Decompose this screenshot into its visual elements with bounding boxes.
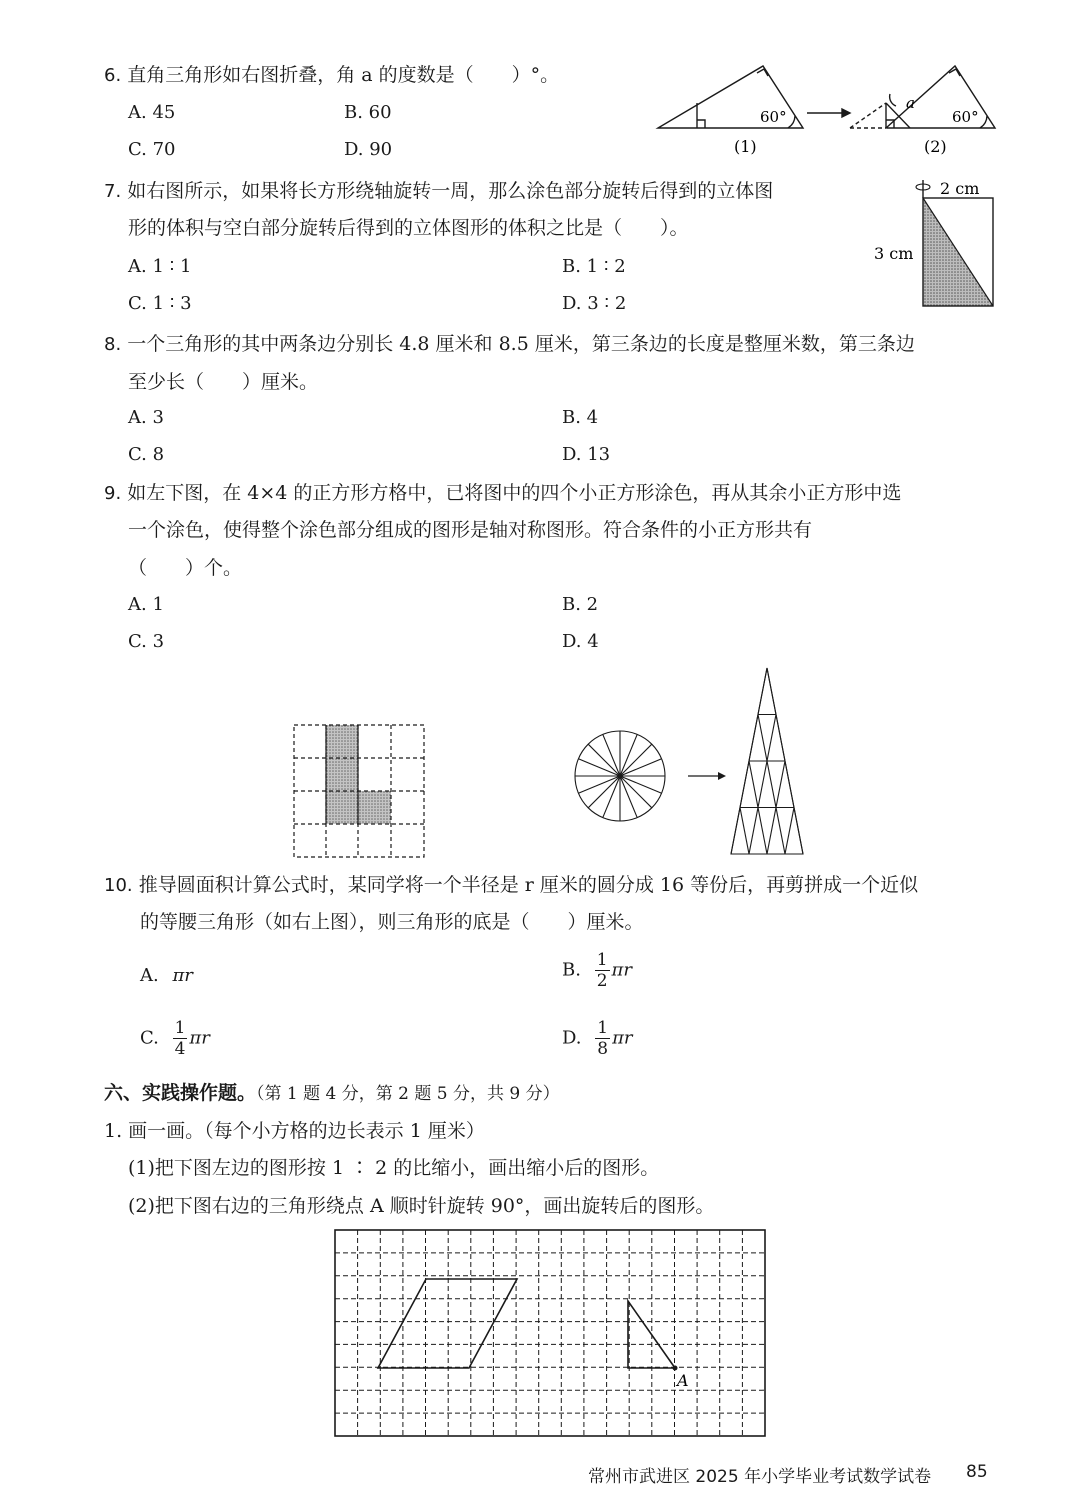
q7-figure xyxy=(870,172,1000,314)
q8-option-c: C. 8 xyxy=(128,444,165,465)
q10-figure xyxy=(570,664,810,860)
q7-option-a: A. 1 ∶ 1 xyxy=(128,256,192,277)
q10-number: 10. xyxy=(104,875,133,896)
q6-fig-label-2: (2) xyxy=(924,137,947,156)
q8-number: 8. xyxy=(104,334,122,355)
q7-option-b: B. 1 ∶ 2 xyxy=(562,256,626,277)
parallelogram-shape xyxy=(378,1279,517,1368)
q6-option-d: D. 90 xyxy=(344,139,393,160)
q10-option-b-tail: πr xyxy=(611,959,632,981)
q6-option-a: A. 45 xyxy=(128,102,176,123)
q10-option-b-numerator: 1 xyxy=(596,950,608,970)
q6-stem xyxy=(104,62,559,89)
q9-grid-figure xyxy=(290,722,430,858)
q10-option-b-label: B. xyxy=(562,959,581,981)
q10-option-c-tail: πr xyxy=(189,1027,210,1049)
point-a-marker xyxy=(673,1366,678,1371)
q6-option-b: B. 60 xyxy=(344,102,392,123)
point-a-label: A xyxy=(677,1371,689,1390)
q7-text-1: 如右图所示，如果将长方形绕轴旋转一周，那么涂色部分旋转后得到的立体图 xyxy=(127,180,774,202)
q7-text-2: 形的体积与空白部分旋转后得到的立体图形的体积之比是（ ）。 xyxy=(128,217,689,239)
q10-text-2: 的等腰三角形（如右上图），则三角形的底是（ ）厘米。 xyxy=(140,911,644,933)
q10-option-d-label: D. xyxy=(562,1027,582,1049)
q10-triangle xyxy=(731,668,803,854)
q10-option-a xyxy=(140,964,193,988)
q10-option-c-numerator: 1 xyxy=(174,1018,186,1038)
q10-option-c-denominator: 4 xyxy=(174,1039,186,1059)
q9-text-2: 一个涂色，使得整个涂色部分组成的图形是轴对称图形。符合条件的小正方形共有 xyxy=(128,519,813,541)
q10-option-a-value: πr xyxy=(172,965,193,986)
q6-figure xyxy=(650,56,1010,162)
q8-option-a: A. 3 xyxy=(128,407,164,428)
q8-text-1: 一个三角形的其中两条边分别长 4.8 厘米和 8.5 厘米，第三条边的长度是整厘米数，第三条边 xyxy=(127,333,915,355)
q10-option-b xyxy=(562,950,632,991)
section6-heading xyxy=(104,1080,560,1107)
drawing-grid xyxy=(330,1226,770,1440)
q10-option-d-denominator: 8 xyxy=(597,1039,609,1059)
q10-option-c-label: C. xyxy=(140,1027,159,1049)
q8-text-2: 至少长（ ）厘米。 xyxy=(128,371,319,393)
q6-number: 6. xyxy=(104,65,122,86)
q10-option-d-tail: πr xyxy=(612,1027,633,1049)
q7-width-label: 2 cm xyxy=(940,179,980,198)
q9-option-a: A. 1 xyxy=(128,594,164,615)
q6-fig-label-1: (1) xyxy=(734,137,757,156)
section6-title: 六、实践操作题。 xyxy=(104,1082,257,1104)
q10-option-c xyxy=(140,1018,210,1059)
q6-text: 直角三角形如右图折叠，角 a 的度数是（ ）°。 xyxy=(127,64,560,86)
q8-stem-line1 xyxy=(104,331,915,358)
q9-number: 9. xyxy=(104,483,122,504)
q7-option-d: D. 3 ∶ 2 xyxy=(562,293,627,314)
q9-text-1: 如左下图，在 4×4 的正方形方格中，已将图中的四个小正方形涂色，再从其余小正方形中选 xyxy=(127,482,902,504)
q10-option-a-label: A. xyxy=(140,965,159,986)
q9-option-b: B. 2 xyxy=(562,594,599,615)
q10-option-c-fraction xyxy=(173,1018,188,1059)
q10-option-d-numerator: 1 xyxy=(597,1018,609,1038)
section6-score: （第 1 题 4 分，第 2 题 5 分，共 9 分） xyxy=(256,1084,560,1104)
q10-circle xyxy=(575,731,665,821)
q10-text-1: 推导圆面积计算公式时，某同学将一个半径是 r 厘米的圆分成 16 等份后，再剪拼成一个近似 xyxy=(138,874,919,896)
q10-option-d-fraction xyxy=(595,1018,610,1059)
section6-p1a: (1)把下图左边的图形按 1 ∶ 2 的比缩小，画出缩小后的图形。 xyxy=(128,1157,660,1179)
page-number: 85 xyxy=(966,1462,988,1482)
q7-height-label: 3 cm xyxy=(874,244,914,263)
q7-stem-line1 xyxy=(104,178,773,205)
q7-number: 7. xyxy=(104,181,122,202)
q10-option-b-denominator: 2 xyxy=(596,971,608,991)
q9-stem-line1 xyxy=(104,480,901,507)
q6-angle-label-2: 60° xyxy=(952,108,979,126)
q8-option-b: B. 4 xyxy=(562,407,599,428)
q9-text-3: （ ）个。 xyxy=(128,557,243,579)
footer-title: 常州市武进区 2025 年小学毕业考试数学试卷 xyxy=(588,1467,932,1487)
q9-option-c: C. 3 xyxy=(128,631,165,652)
q8-option-d: D. 13 xyxy=(562,444,611,465)
q10-stem-line1 xyxy=(104,872,918,899)
section6-p1b: (2)把下图右边的三角形绕点 A 顺时针旋转 90°，画出旋转后的图形。 xyxy=(128,1195,715,1217)
q6-angle-label-1: 60° xyxy=(760,108,787,126)
q6-angle-a: a xyxy=(906,94,915,112)
q10-option-d xyxy=(562,1018,633,1059)
section6-p1: 1. 画一画。（每个小方格的边长表示 1 厘米） xyxy=(104,1120,485,1142)
q6-option-c: C. 70 xyxy=(128,139,176,160)
q7-option-c: C. 1 ∶ 3 xyxy=(128,293,192,314)
q9-option-d: D. 4 xyxy=(562,631,599,652)
q10-option-b-fraction xyxy=(595,950,610,991)
